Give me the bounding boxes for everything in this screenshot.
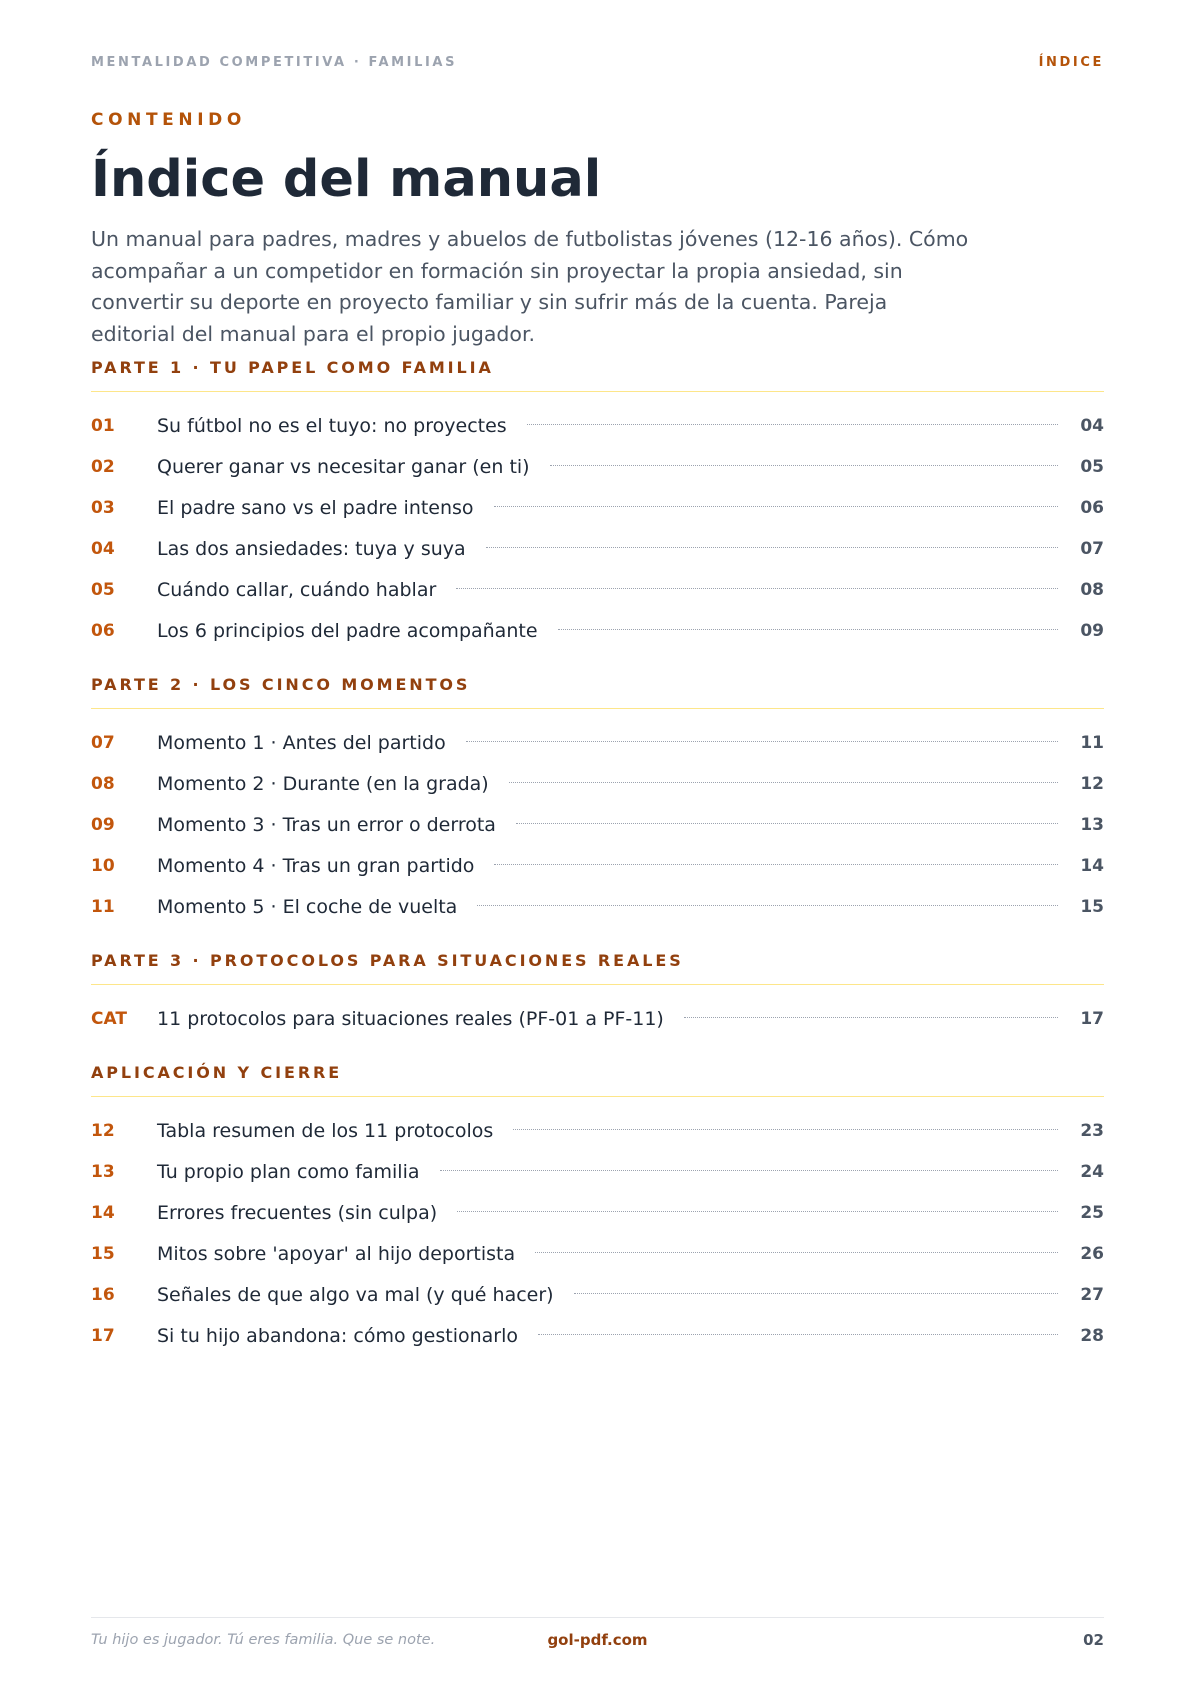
entry-title: El padre sano vs el padre intenso <box>157 496 474 519</box>
entry-number: CAT <box>91 1008 127 1029</box>
entry-title: Errores frecuentes (sin culpa) <box>157 1201 438 1224</box>
page-title: Índice del manual <box>91 150 602 209</box>
section-divider <box>91 984 1104 985</box>
entry-title: Su fútbol no es el tuyo: no proyectes <box>157 414 507 437</box>
entry-number: 06 <box>91 620 115 641</box>
section-title: PARTE 2 · LOS CINCO MOMENTOS <box>91 675 471 694</box>
entry-title: Momento 3 · Tras un error o derrota <box>157 813 496 836</box>
toc-entry[interactable] <box>91 1233 1104 1274</box>
entry-number: 10 <box>91 855 115 876</box>
footer-divider <box>91 1617 1104 1618</box>
toc-entry[interactable] <box>91 487 1104 528</box>
entry-number: 05 <box>91 579 115 600</box>
toc-section-part-1 <box>91 357 1104 651</box>
dot-leader <box>466 741 1058 742</box>
entry-title: Momento 5 · El coche de vuelta <box>157 895 458 918</box>
dot-leader <box>550 465 1058 466</box>
eyebrow-label: CONTENIDO <box>91 110 246 130</box>
entry-number: 09 <box>91 814 115 835</box>
entry-title: Las dos ansiedades: tuya y suya <box>157 537 466 560</box>
entry-number: 11 <box>91 896 115 917</box>
toc-entry[interactable] <box>91 1192 1104 1233</box>
running-title: MENTALIDAD COMPETITIVA · FAMILIAS <box>91 54 458 70</box>
entry-page: 28 <box>1080 1325 1104 1346</box>
document-page <box>91 0 1104 1685</box>
entry-page: 04 <box>1080 415 1104 436</box>
toc-entry[interactable] <box>91 405 1104 446</box>
section-title: PARTE 1 · TU PAPEL COMO FAMILIA <box>91 358 494 377</box>
entry-title: Cuándo callar, cuándo hablar <box>157 578 437 601</box>
entry-page: 13 <box>1080 814 1104 835</box>
dot-leader <box>457 1211 1058 1212</box>
entry-title: Si tu hijo abandona: cómo gestionarlo <box>157 1324 519 1347</box>
toc-entry[interactable] <box>91 446 1104 487</box>
toc-entry[interactable] <box>91 804 1104 845</box>
toc-entry[interactable] <box>91 1274 1104 1315</box>
entry-number: 15 <box>91 1243 115 1264</box>
entry-page: 23 <box>1080 1120 1104 1141</box>
dot-leader <box>538 1334 1058 1335</box>
dot-leader <box>509 782 1058 783</box>
dot-leader <box>456 588 1058 589</box>
entry-page: 12 <box>1080 773 1104 794</box>
footer-tagline: Tu hijo es jugador. Tú eres familia. Que se note. <box>91 1632 436 1648</box>
toc-entry[interactable] <box>91 886 1104 927</box>
entry-title: Mitos sobre 'apoyar' al hijo deportista <box>157 1242 516 1265</box>
toc-entry[interactable] <box>91 528 1104 569</box>
toc-entry[interactable] <box>91 722 1104 763</box>
entry-number: 01 <box>91 415 115 436</box>
section-label: ÍNDICE <box>1038 54 1104 70</box>
toc-section-closing <box>91 1062 1104 1356</box>
entry-title: Momento 1 · Antes del partido <box>157 731 446 754</box>
entry-title: Querer ganar vs necesitar ganar (en ti) <box>157 455 530 478</box>
entry-page: 07 <box>1080 538 1104 559</box>
dot-leader <box>684 1017 1058 1018</box>
entry-number: 13 <box>91 1161 115 1182</box>
entry-page: 27 <box>1080 1284 1104 1305</box>
toc-entry[interactable] <box>91 1151 1104 1192</box>
entry-page: 05 <box>1080 456 1104 477</box>
dot-leader <box>535 1252 1058 1253</box>
page-footer <box>91 1630 1104 1650</box>
running-header <box>91 53 1104 71</box>
entry-number: 07 <box>91 732 115 753</box>
dot-leader <box>477 905 1058 906</box>
entry-page: 11 <box>1080 732 1104 753</box>
dot-leader <box>494 864 1058 865</box>
entry-number: 03 <box>91 497 115 518</box>
entry-number: 04 <box>91 538 115 559</box>
toc-section-part-2 <box>91 674 1104 927</box>
section-divider <box>91 391 1104 392</box>
entry-page: 15 <box>1080 896 1104 917</box>
entry-title: Momento 2 · Durante (en la grada) <box>157 772 489 795</box>
section-divider <box>91 708 1104 709</box>
entry-title: 11 protocolos para situaciones reales (PF-01 a PF-11) <box>157 1007 664 1030</box>
dot-leader <box>440 1170 1058 1171</box>
entry-page: 06 <box>1080 497 1104 518</box>
entry-title: Los 6 principios del padre acompañante <box>157 619 538 642</box>
entry-number: 08 <box>91 773 115 794</box>
entry-number: 02 <box>91 456 115 477</box>
entry-title: Tu propio plan como familia <box>157 1160 420 1183</box>
dot-leader <box>513 1129 1058 1130</box>
entry-title: Señales de que algo va mal (y qué hacer) <box>157 1283 554 1306</box>
dot-leader <box>494 506 1058 507</box>
toc-entry[interactable] <box>91 610 1104 651</box>
intro-paragraph: Un manual para padres, madres y abuelos de futbolistas jóvenes (12-16 años). Cómo acompañar a un competidor en formación sin proyectar la propia ansiedad, sin convertir su deporte en proyecto familiar y sin sufrir más de la cuenta. Pareja editorial del manual para el propio jugador. <box>91 227 969 346</box>
entry-page: 09 <box>1080 620 1104 641</box>
dot-leader <box>486 547 1058 548</box>
entry-page: 25 <box>1080 1202 1104 1223</box>
entry-number: 16 <box>91 1284 115 1305</box>
entry-page: 14 <box>1080 855 1104 876</box>
dot-leader <box>527 424 1058 425</box>
entry-page: 26 <box>1080 1243 1104 1264</box>
entry-title: Tabla resumen de los 11 protocolos <box>157 1119 494 1142</box>
section-title: PARTE 3 · PROTOCOLOS PARA SITUACIONES REALES <box>91 951 684 970</box>
footer-site-link[interactable]: gol-pdf.com <box>547 1631 648 1649</box>
entry-number: 17 <box>91 1325 115 1346</box>
toc-entry[interactable] <box>91 845 1104 886</box>
entry-number: 14 <box>91 1202 115 1223</box>
entry-page: 17 <box>1080 1008 1104 1029</box>
entry-number: 12 <box>91 1120 115 1141</box>
toc-entry[interactable] <box>91 763 1104 804</box>
dot-leader <box>574 1293 1058 1294</box>
dot-leader <box>558 629 1058 630</box>
toc-entry[interactable] <box>91 1110 1104 1151</box>
dot-leader <box>516 823 1058 824</box>
page-number: 02 <box>1083 1631 1104 1649</box>
toc-section-part-3 <box>91 950 1104 1039</box>
section-divider <box>91 1096 1104 1097</box>
section-title: APLICACIÓN Y CIERRE <box>91 1063 343 1082</box>
toc-entry[interactable] <box>91 569 1104 610</box>
toc-entry[interactable] <box>91 998 1104 1039</box>
entry-page: 08 <box>1080 579 1104 600</box>
toc-entry[interactable] <box>91 1315 1104 1356</box>
entry-page: 24 <box>1080 1161 1104 1182</box>
entry-title: Momento 4 · Tras un gran partido <box>157 854 475 877</box>
